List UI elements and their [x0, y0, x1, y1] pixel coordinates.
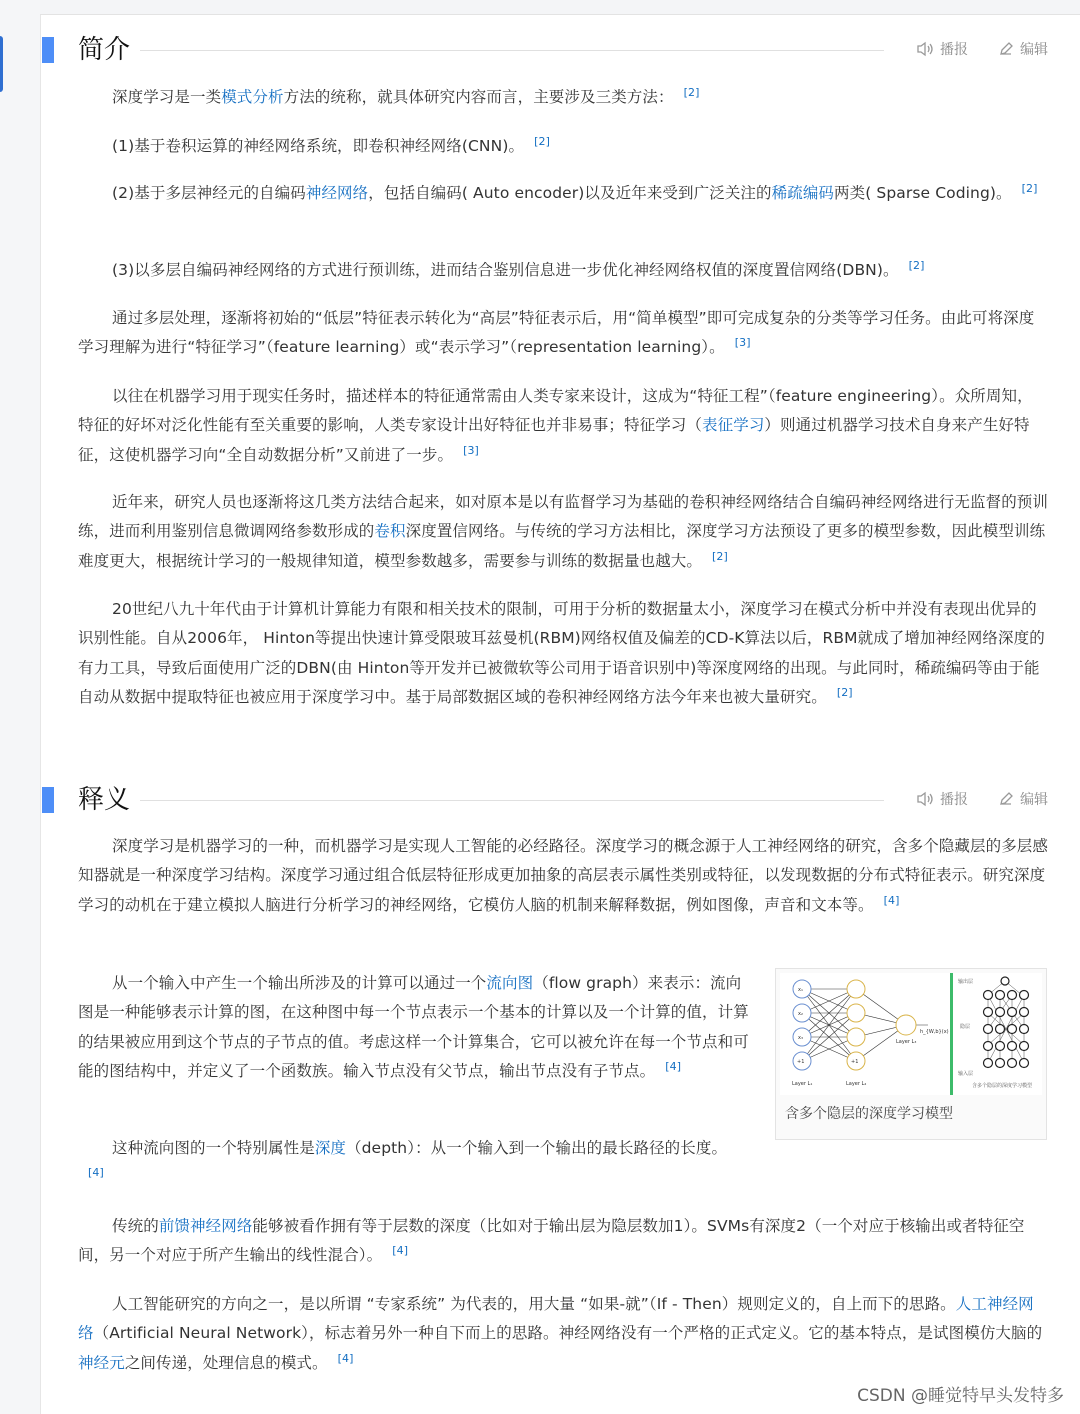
- section-header-definition: [78, 782, 1048, 822]
- definition-paragraph-2: 从一个输入中产生一个输出所涉及的计算可以通过一个流向图（flow graph）来表示：流向图是一种能够表示计算的图，在这种图中每一个节点表示一个基本的计算以及一个计算的值，计算的结果被应用到这个节点的子节点的值。考虑这样一个计算集合，它可以被允许在每一个节点和可能的图结构中，并定义了一个函数族。输入节点没有父节点，输出节点没有子节点。 [4]: [78, 974, 749, 1080]
- edit-button[interactable]: 编辑: [998, 791, 1048, 809]
- left-sidebar-active-tab[interactable]: [0, 36, 3, 92]
- figure-caption: 含多个隐层的深度学习模型: [785, 1106, 953, 1122]
- layer-label-3: Layer L₃: [896, 1039, 917, 1045]
- bobao-button[interactable]: 播报: [916, 41, 968, 59]
- link-artificial-neural-network[interactable]: 人工神经网络: [78, 1295, 1034, 1343]
- citation-ref[interactable]: [4]: [337, 1351, 354, 1365]
- section-divider: [140, 800, 884, 801]
- intro-paragraph-3: (2)基于多层神经元的自编码神经网络，包括自编码( Auto encoder)以及近年来受到广泛关注的稀疏编码两类( Sparse Coding)。 [2]: [112, 182, 1038, 202]
- definition-paragraph-4: 传统的前馈神经网络能够被看作拥有等于层数的深度（比如对于输出层为隐层数加1）。SVMs有深度2（一个对应于核输出或者特征空间，另一个对应于所产生输出的线性混合）。 [4]: [78, 1217, 1025, 1265]
- intro-paragraph-7: 近年来，研究人员也逐渐将这几类方法结合起来，如对原本是以有监督学习为基础的卷积神经网络结合自编码神经网络进行无监督的预训练，进而利用鉴别信息微调网络参数形成的卷积深度置信网络。与传统的学习方法相比，深度学习方法预设了更多的模型参数，因此模型训练难度更大，根据统计学习的一般规律知道，模型参数越多，需要参与训练的数据量也越大。 [2]: [78, 493, 1049, 570]
- top-divider-bar: [40, 0, 1080, 15]
- link-depth[interactable]: 深度: [314, 1139, 347, 1157]
- section-header-intro: [78, 32, 1048, 72]
- link-flow-graph[interactable]: 流向图: [486, 974, 534, 992]
- intro-paragraph-2: (1)基于卷积运算的神经网络系统，即卷积神经网络(CNN)。 [2]: [112, 135, 550, 155]
- node-label-bias: +1: [797, 1059, 805, 1065]
- deep-label-input: 输入层: [958, 1071, 974, 1077]
- deep-label-caption: 含多个隐层的深度学习模型: [972, 1083, 1033, 1089]
- csdn-watermark: CSDN @睡觉特早头发特多: [857, 1386, 1064, 1406]
- citation-ref[interactable]: [3]: [734, 336, 751, 350]
- citation-ref[interactable]: [4]: [665, 1059, 682, 1073]
- pencil-icon: [998, 41, 1014, 57]
- section-title: 简介: [78, 35, 131, 65]
- citation-ref[interactable]: [4]: [88, 1166, 104, 1180]
- definition-paragraph-3: 这种流向图的一个特别属性是深度（depth）：从一个输入到一个输出的最长路径的长度。[4]: [88, 1139, 728, 1180]
- edit-button[interactable]: 编辑: [998, 41, 1048, 59]
- intro-paragraph-1: 深度学习是一类模式分析方法的统称，就具体研究内容而言，主要涉及三类方法： [2]: [112, 86, 700, 106]
- citation-ref[interactable]: [2]: [534, 135, 550, 148]
- link-pattern-analysis[interactable]: 模式分析: [221, 88, 284, 106]
- citation-ref[interactable]: [2]: [836, 685, 853, 699]
- speaker-icon: [916, 41, 934, 57]
- citation-ref[interactable]: [4]: [883, 893, 900, 907]
- citation-ref[interactable]: [3]: [463, 443, 479, 457]
- deep-label-hidden: 隐层: [960, 1024, 971, 1030]
- link-convolution[interactable]: 卷积: [374, 522, 406, 541]
- section-title: 释义: [78, 785, 131, 815]
- definition-paragraph-1: 深度学习是机器学习的一种，而机器学习是实现人工智能的必经路径。深度学习的概念源于人工神经网络的研究，含多个隐藏层的多层感知器就是一种深度学习结构。深度学习通过组合低层特征形成更加抽象的高层表示属性类别或特征，以发现数据的分布式特征表示。研究深度学习的动机在于建立模拟人脑进行分析学习的神经网络，它模仿人脑的机制来解释数据，例如图像，声音和文本等。 [4]: [78, 837, 1049, 914]
- citation-ref[interactable]: [2]: [908, 259, 925, 272]
- left-sidebar: [0, 0, 41, 1414]
- bobao-button[interactable]: 播报: [916, 791, 968, 809]
- link-representation-learning[interactable]: 表征学习: [702, 416, 765, 435]
- layer-label-2: Layer L₂: [846, 1081, 867, 1087]
- intro-paragraph-5: 通过多层处理，逐渐将初始的“低层”特征表示转化为“高层”特征表示后，用“简单模型”即可完成复杂的分类等学习任务。由此可将深度学习理解为进行“特征学习”（feature learning）或“表示学习”（representation learning）。 [3]: [78, 309, 1035, 357]
- intro-paragraph-4: (3)以多层自编码神经网络的方式进行预训练，进而结合鉴别信息进一步优化神经网络权值的深度置信网络(DBN)。 [2]: [112, 259, 925, 279]
- citation-ref[interactable]: [2]: [683, 86, 700, 99]
- citation-ref[interactable]: [4]: [392, 1244, 409, 1258]
- link-sparse-coding[interactable]: 稀疏编码: [771, 184, 835, 202]
- figure-deep-learning-model[interactable]: [775, 968, 1047, 1140]
- link-feedforward-network[interactable]: 前馈神经网络: [158, 1217, 253, 1235]
- definition-paragraph-5: 人工智能研究的方向之一，是以所谓 “专家系统” 为代表的，用大量 “如果-就”（If - Then）规则定义的，自上而下的思路。人工神经网络（Artificial Neural Network），标志着另外一种自下而上的思路。神经网络没有一个严格的正式定义。它的基本特点，是试图模仿大脑的神经元之间传递，处理信息的模式。 [4]: [78, 1295, 1043, 1372]
- intro-paragraph-8: 20世纪八九十年代由于计算机计算能力有限和相关技术的限制，可用于分析的数据量太小，深度学习在模式分析中并没有表现出优异的识别性能。自从2006年， Hinton等提出快速计算受限玻耳兹曼机(RBM)网络权值及偏差的CD-K算法以后，RBM就成了增加神经网络深度的有力工具，导致后面使用广泛的DBN(由 Hinton等开发并已被微软等公司用于语音识别中)等深度网络的出现。与此同时，稀疏编码等由于能自动从数据中提取特征也被应用于深度学习中。基于局部数据区域的卷积神经网络方法今年来也被大量研究。 [2]: [78, 600, 1045, 706]
- intro-paragraph-6: 以往在机器学习用于现实任务时，描述样本的特征通常需由人类专家来设计，这成为“特征工程”（feature engineering）。众所周知，特征的好坏对泛化性能有至关重要的影响，人类专家设计出好特征也并非易事；特征学习（表征学习）则通过机器学习技术自身来产生好特征，这使机器学习向“全自动数据分析”又前进了一步。 [3]: [78, 387, 1033, 464]
- citation-ref[interactable]: [2]: [712, 549, 728, 563]
- node-label-x2: x₂: [798, 1011, 803, 1017]
- neural-network-diagram: [780, 973, 1042, 1095]
- node-label-x1: x₁: [798, 987, 803, 993]
- section-marker: [42, 787, 54, 813]
- figure-divider: [950, 973, 953, 1095]
- section-divider: [140, 50, 884, 51]
- citation-ref[interactable]: [2]: [1021, 182, 1038, 195]
- speaker-icon: [916, 791, 934, 807]
- pencil-icon: [998, 791, 1014, 807]
- layer-label-1: Layer L₁: [792, 1081, 813, 1087]
- node-label-x3: x₃: [798, 1035, 803, 1041]
- node-label-bias-hidden: +1: [851, 1059, 859, 1065]
- link-neuron[interactable]: 神经元: [78, 1353, 125, 1372]
- output-label: h_{W,b}(x): [920, 1029, 949, 1035]
- link-neural-network[interactable]: 神经网络: [305, 184, 369, 202]
- section-marker: [42, 37, 54, 63]
- deep-label-output: 输出层: [958, 979, 974, 985]
